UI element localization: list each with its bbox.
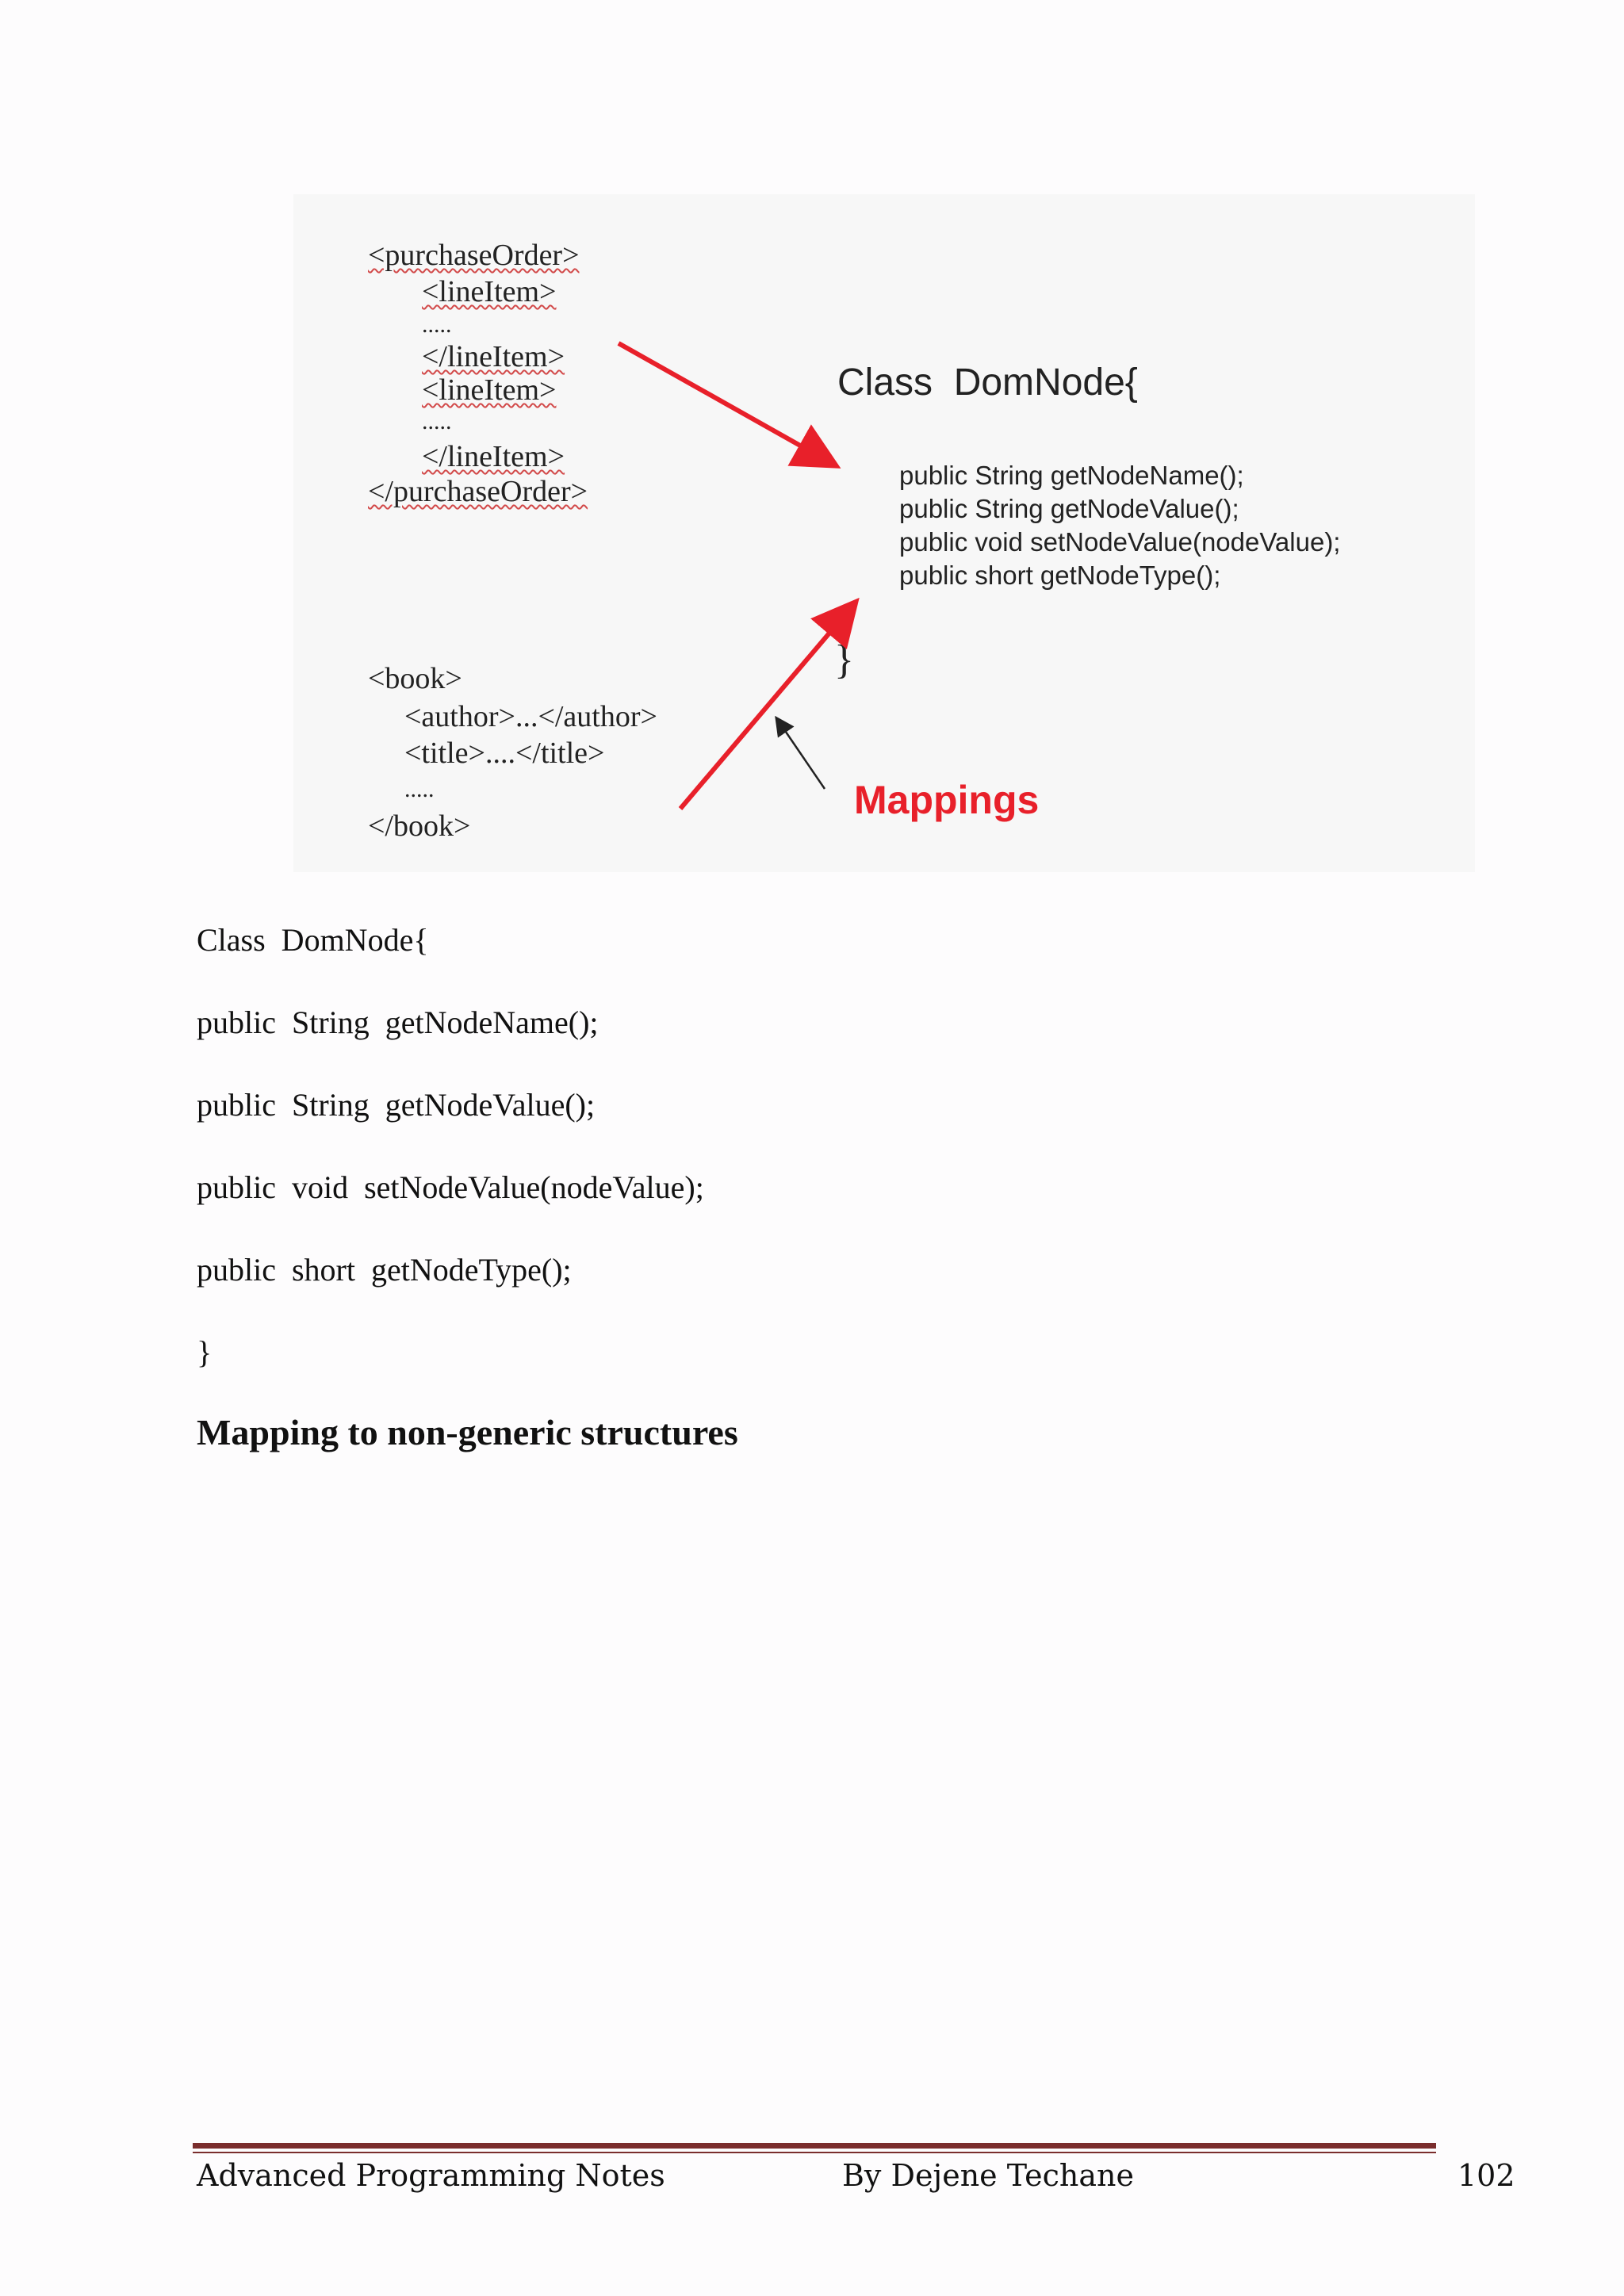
footer-author: By Dejene Techane — [842, 2158, 1134, 2193]
xml-ellipsis-3: ..... — [404, 776, 435, 802]
xml-purchase-open: <purchaseOrder> — [368, 239, 580, 272]
xml-lineitem-open-1: <lineItem> — [422, 275, 557, 308]
figure-method-4: public short getNodeType(); — [899, 561, 1221, 590]
figure-method-2: public String getNodeValue(); — [899, 494, 1239, 523]
mapping-figure — [293, 194, 1475, 872]
footer-title: Advanced Programming Notes — [197, 2158, 665, 2193]
body-class-header: Class DomNode{ — [197, 922, 429, 958]
figure-closing-brace: } — [834, 637, 854, 683]
arrow-purchase-to-class — [619, 343, 833, 464]
xml-book-open: <book> — [368, 662, 462, 695]
figure-class-header: Class DomNode{ — [837, 362, 1138, 404]
xml-title: <title>....</title> — [404, 737, 605, 770]
xml-lineitem-close-2: </lineItem> — [422, 440, 565, 473]
footer-rule — [193, 2143, 1436, 2149]
footer-rule-thin — [193, 2152, 1436, 2153]
arrow-mappings-pointer — [777, 719, 825, 789]
body-closing-brace: } — [197, 1334, 213, 1370]
xml-ellipsis-2: ..... — [422, 408, 452, 434]
xml-ellipsis-1: ..... — [422, 312, 452, 338]
mappings-label: Mappings — [854, 778, 1040, 822]
xml-lineitem-open-2: <lineItem> — [422, 373, 557, 407]
body-method-2: public String getNodeValue(); — [197, 1087, 596, 1123]
mapping-arrows — [293, 194, 1475, 872]
figure-method-3: public void setNodeValue(nodeValue); — [899, 527, 1341, 557]
page-number: 102 — [1457, 2158, 1515, 2193]
body-method-3: public void setNodeValue(nodeValue); — [197, 1169, 704, 1205]
arrow-book-to-class — [680, 605, 853, 809]
body-method-1: public String getNodeName(); — [197, 1004, 599, 1040]
body-method-4: public short getNodeType(); — [197, 1252, 572, 1288]
xml-book-close: </book> — [368, 809, 471, 843]
figure-method-1: public String getNodeName(); — [899, 461, 1244, 490]
section-heading: Mapping to non-generic structures — [197, 1412, 738, 1452]
xml-purchase-close: </purchaseOrder> — [368, 475, 588, 508]
xml-lineitem-close-1: </lineItem> — [422, 340, 565, 373]
xml-author: <author>...</author> — [404, 700, 657, 733]
